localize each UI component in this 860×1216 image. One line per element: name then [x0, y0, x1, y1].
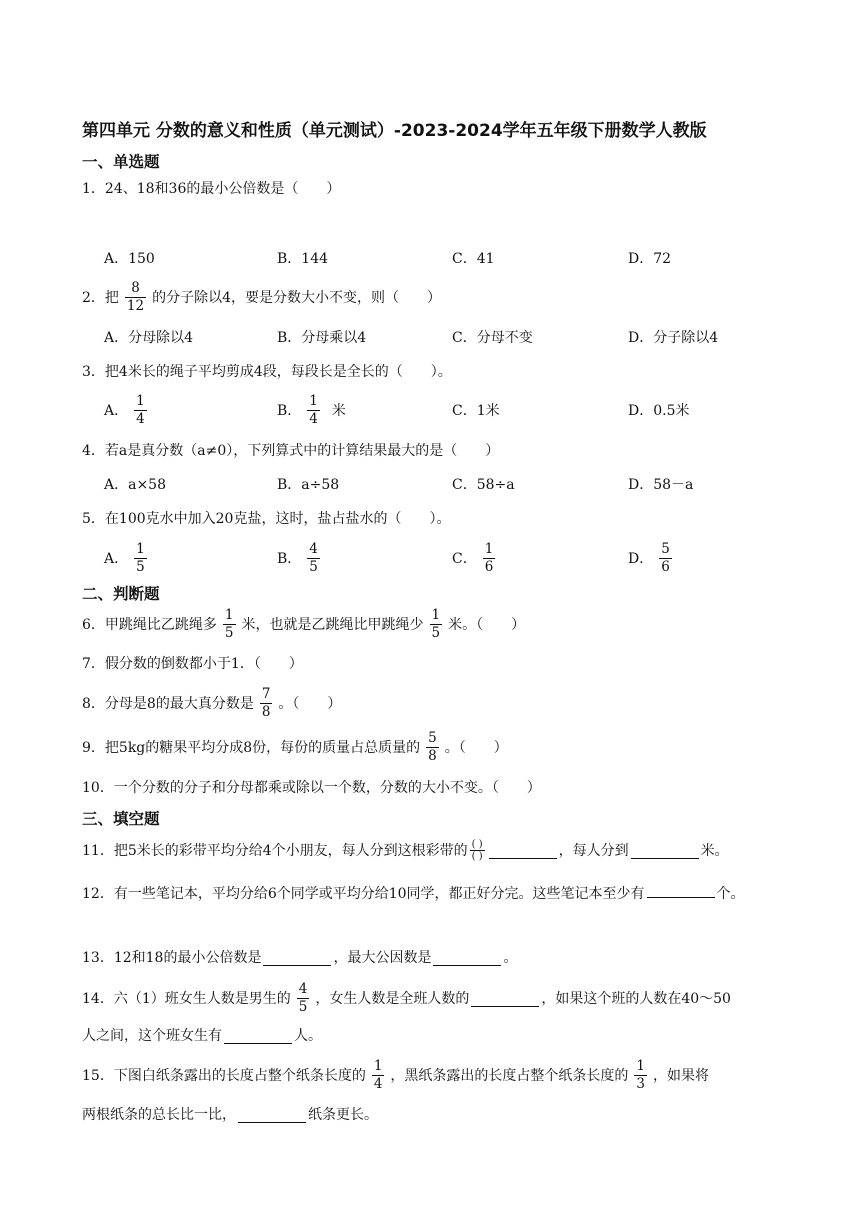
q12-blank[interactable] [647, 881, 715, 898]
q11-fraction-blank[interactable]: $\frac{( )}{( )}$ [471, 838, 483, 862]
q3-option-b[interactable]: B． $\frac{1}{4}$ 米 [277, 392, 346, 427]
q1-option-c[interactable]: C．41 [452, 251, 495, 267]
q15-blank[interactable] [238, 1106, 306, 1123]
q2-option-d[interactable]: D．分子除以4 [628, 330, 719, 346]
question-12: 12．有一些笔记本，平均分给6个同学或平均分给10同学，都正好分完。这些笔记本至少有 个。 [82, 876, 798, 912]
question-2 [82, 277, 441, 317]
question-15-line-2: 两根纸条的总长比一比， 纸条更长。 [82, 1107, 378, 1123]
q2-text-pre: 2．把 [82, 290, 119, 306]
q11-blank-1[interactable] [489, 842, 557, 859]
section-true-false: 二、判断题 [82, 585, 160, 603]
page-title: 第四单元 分数的意义和性质（单元测试）-2023-2024学年五年级下册数学人教版 [82, 121, 707, 141]
q5-option-d[interactable]: D． $\frac{5}{6}$ [628, 540, 670, 575]
question-14-line-2: 人之间，这个班女生有 人。 [82, 1028, 322, 1044]
q5-option-a[interactable]: A． $\frac{1}{5}$ [104, 540, 145, 575]
question-14: 14．六（1）班女生人数是男生的 $\frac{4}{5}$ ，女生人数是全班人数的 ，如果这个班的人数在40～50 [82, 980, 731, 1015]
q13-blank-2[interactable] [433, 949, 501, 966]
q2-fraction: $\frac{8}{12}$ [126, 279, 145, 314]
question-4: 4．若a是真分数（a≠0），下列算式中的计算结果最大的是（ ） [82, 443, 500, 459]
question-13: 13．12和18的最小公倍数是 ，最大公因数是 。 [82, 950, 518, 966]
section-fill-blank: 三、填空题 [82, 810, 160, 828]
question-3: 3．把4米长的绳子平均剪成4段，每段长是全长的（ ）。 [82, 364, 452, 380]
q14-blank-1[interactable] [471, 990, 539, 1007]
q4-option-d[interactable]: D．58－a [628, 477, 694, 493]
question-8: 8．分母是8的最大真分数是 $\frac{7}{8}$ 。（ ） [82, 685, 342, 720]
q2-option-c[interactable]: C．分母不变 [452, 330, 533, 346]
q4-option-c[interactable]: C．58÷a [452, 477, 515, 493]
question-15: 15．下图白纸条露出的长度占整个纸条长度的 $\frac{1}{4}$ ，黑纸条露出的长度占整个纸条长度的 $\frac{1}{3}$ ，如果将 [82, 1057, 710, 1092]
question-5: 5．在100克水中加入20克盐，这时，盐占盐水的（ ）。 [82, 511, 451, 527]
question-10: 10．一个分数的分子和分母都乘或除以一个数，分数的大小不变。（ ） [82, 780, 541, 796]
question-6: 6．甲跳绳比乙跳绳多 $\frac{1}{5}$ 米，也就是乙跳绳比甲跳绳少 $\frac{1}{5}$ 米。（ ） [82, 606, 526, 641]
q3-option-a[interactable]: A． $\frac{1}{4}$ [104, 392, 145, 427]
q2-text-post: 的分子除以4，要是分数大小不变，则（ ） [152, 290, 442, 306]
q3-option-c[interactable]: C．1米 [452, 403, 500, 419]
question-1: 1．24、18和36的最小公倍数是（ ） [82, 181, 341, 197]
question-9: 9．把5kg的糖果平均分成8份，每份的质量占总质量的 $\frac{5}{8}$ 。（ ） [82, 729, 508, 764]
section-single-choice: 一、单选题 [82, 153, 160, 171]
question-7: 7．假分数的倒数都小于1．（ ） [82, 656, 303, 672]
q4-option-b[interactable]: B．a÷58 [277, 477, 340, 493]
q3-option-d[interactable]: D．0.5米 [628, 403, 690, 419]
q1-option-b[interactable]: B．144 [277, 251, 329, 267]
q13-blank-1[interactable] [263, 949, 331, 966]
q14-blank-2[interactable] [224, 1027, 292, 1044]
q11-blank-2[interactable] [631, 842, 699, 859]
q4-option-a[interactable]: A．a×58 [104, 477, 167, 493]
q5-option-c[interactable]: C． $\frac{1}{6}$ [452, 540, 494, 575]
question-11: 11．把5米长的彩带平均分给4个小朋友，每人分到这根彩带的 $\frac{( )}{( )}$ ，每人分到 米。 [82, 838, 729, 862]
q2-option-a[interactable]: A．分母除以4 [104, 330, 194, 346]
q5-option-b[interactable]: B． $\frac{4}{5}$ [277, 540, 318, 575]
q1-option-a[interactable]: A．150 [104, 251, 155, 267]
q2-option-b[interactable]: B．分母乘以4 [277, 330, 367, 346]
q1-option-d[interactable]: D．72 [628, 251, 672, 267]
